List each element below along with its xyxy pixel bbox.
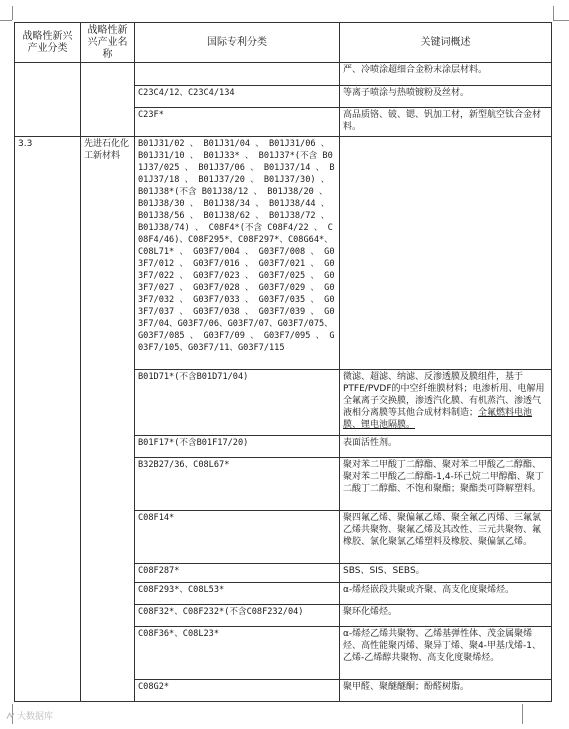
crop-mark-top-left-v (12, 6, 13, 20)
header-row (15, 23, 552, 63)
keywords-cell: 表面活性剂。 (340, 436, 552, 458)
table-row (15, 63, 552, 86)
keywords-cell: 聚四氟乙烯、聚偏氟乙烯、聚全氟乙丙烯、三氟氯乙烯共聚物、聚氟乙烯及其改性、三元共聚物、氟橡胶、氯化聚氯乙烯塑料及橡胶、聚偏氯乙烯。 (340, 511, 552, 564)
patent-classification-table (14, 22, 552, 702)
header-ipc: 国际专利分类 (135, 23, 340, 63)
keywords-text: 微滤、超滤、纳滤、反渗透膜及膜组件，基于PTFE/PVDF的中空纤维膜材料；电渗析用、电解用全氟离子交换膜，渗透汽化膜、有机蒸汽、渗透气液相分离膜等其他合成材料制造； (343, 372, 545, 418)
ipc-cell: C23C4/12、C23C4/134 (135, 86, 340, 108)
watermark-logo-icon (6, 712, 15, 720)
ipc-cell: B32B27/36、C08L67* (135, 458, 340, 511)
keywords-cell: α-烯烃乙烯共聚物、乙烯基弹性体、茂金属聚烯烃、高性能聚丙烯、聚异丁烯、聚4-甲基戊烯-1、乙烯-乙烯醇共聚物、高支化度聚烯烃。 (340, 627, 552, 680)
keywords-cell: α-烯烃嵌段共聚或齐聚、高支化度聚烯烃。 (340, 583, 552, 605)
ipc-cell: C08F287* (135, 564, 340, 583)
ipc-cell: C08G2* (135, 680, 340, 702)
keywords-cell: 高品质铬、铍、锶、钒加工材，新型航空钛合金材料。 (340, 108, 552, 137)
keywords-cell: SBS、SIS、SEBS。 (340, 564, 552, 583)
header-industry-name: 战略性新兴产业名称 (81, 23, 135, 63)
keywords-cell: 等离子喷涂与热喷镀粉及丝材。 (340, 86, 552, 108)
category-cell (15, 63, 81, 137)
crop-mark-bottom-right-v (522, 704, 523, 724)
table-row (15, 137, 552, 370)
category-cell: 3.3 (15, 137, 81, 702)
watermark (6, 709, 53, 722)
ipc-cell: B01F17*(不含B01F17/20) (135, 436, 340, 458)
keywords-cell: 聚对苯二甲酸丁二醇酯、聚对苯二甲酸乙二醇酯、聚对苯二甲酸乙二醇酯-1,4-环己烷二甲醇酯、聚丁二酸丁二醇酯、不饱和聚酯；聚酯类可降解塑料。 (340, 458, 552, 511)
industry-cell: 先进石化化工新材料 (81, 137, 135, 702)
keywords-underlined-text: 全氟燃料电池膜、锂电池隔膜。 (343, 408, 533, 430)
keywords-cell (340, 137, 552, 370)
ipc-cell: C08F293*、C08L53* (135, 583, 340, 605)
ipc-cell (135, 63, 340, 86)
keywords-cell: 聚甲醛、聚醚醚酮；酚醛树脂。 (340, 680, 552, 702)
header-keywords: 关键词概述 (340, 23, 552, 63)
ipc-cell: B01D71*(不含B01D71/04) (135, 370, 340, 436)
keywords-cell: 聚环化烯烃。 (340, 605, 552, 627)
ipc-cell: C08F32*、C08F232*(不含C08F232/04) (135, 605, 340, 627)
header-category: 战略性新兴产业分类 (15, 23, 81, 63)
ipc-cell: C08F36*、C08L23* (135, 627, 340, 680)
industry-cell (81, 63, 135, 137)
ipc-cell: C08F14* (135, 511, 340, 564)
watermark-text: 大数据库 (17, 712, 54, 722)
keywords-cell: 严、冷喷涂超细合金粉末涂层材料。 (340, 63, 552, 86)
crop-mark-top-right-h (553, 20, 569, 21)
crop-mark-top-right-v (553, 6, 554, 20)
ipc-cell: C23F* (135, 108, 340, 137)
keywords-cell (340, 370, 552, 436)
ipc-cell: B01J31/02 、 B01J31/04 、 B01J31/06 、 B01J31/10 、 B01J33* 、 B01J37*(不含 B01J37/025 、 B01J37/06 、 B01J37/14 、 B01J37/18 、 B01J37/20 、 B01J37/30) 、 B01J38*(不含 B01J38/12 、 B01J38/20 、 B01J38/30 、 B01J38/34 、 B01J38/44 、 B01J38/56 、 B01J38/62 、 B01J38/72 、 B01J38/74) 、 C08F4*(不含 C08F4/22 、 C08F4/46)、C08F295*、C08F297*、C08G64*、 C08L71* 、 G03F7/004 、 G03F7/008 、 G03F7/012 、 G03F7/016 、 G03F7/021 、 G03F7/022 、 G03F7/023 、 G03F7/025 、 G03F7/027 、 G03F7/028 、 G03F7/029 、 G03F7/032 、 G03F7/033 、 G03F7/035 、 G03F7/037 、 G03F7/038 、 G03F7/039 、 G03F7/04、G03F7/06、G03F7/07、G03F7/075、 G03F7/085 、 G03F7/09 、 G03F7/095 、 G03F7/105、G03F7/11、G03F7/115 (135, 137, 340, 370)
crop-mark-top-left-h (0, 20, 12, 21)
